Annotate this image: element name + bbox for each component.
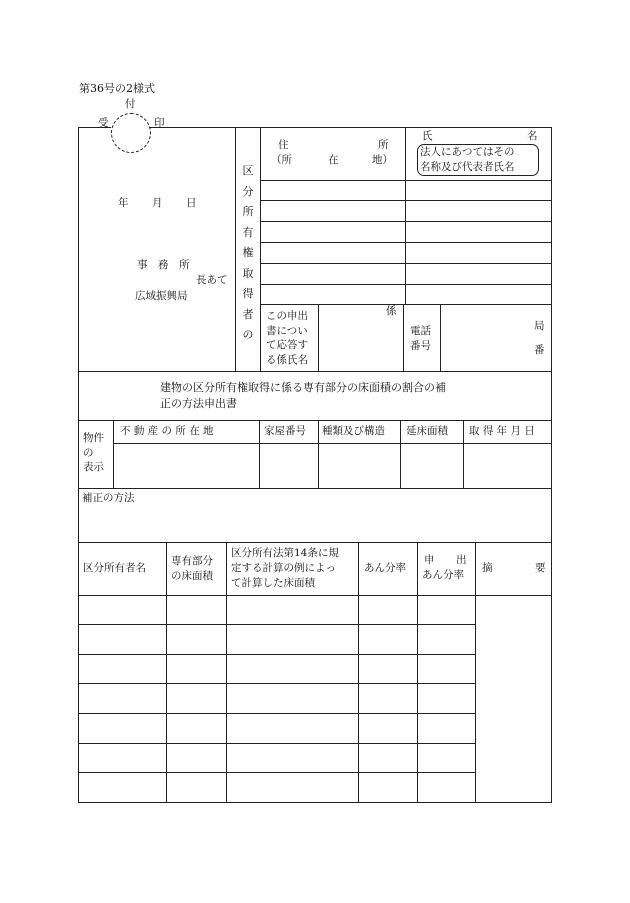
name-header-3: 名称及び代表者氏名 <box>420 161 515 173</box>
property-header-house-number: 家屋番号 <box>264 425 306 437</box>
address-header-2b: 在 <box>328 154 339 166</box>
stamp-label-left: 受 <box>98 117 109 129</box>
contact-line-4: る係氏名 <box>266 353 308 366</box>
name-header-2: 法人にあつてはその <box>420 146 515 158</box>
address-header-1b: 所 <box>378 139 389 151</box>
date-month: 月 <box>152 197 163 209</box>
header-remarks-a: 摘 <box>482 562 493 574</box>
header-calc-2: 定する計算の例によっ <box>231 562 336 574</box>
header-declared-2: あん分率 <box>422 569 464 581</box>
phone-number: 番 <box>534 344 545 356</box>
addressee-bureau: 広域振興局 <box>135 290 188 302</box>
reception-stamp-circle <box>111 113 151 153</box>
address-header-2a: （所 <box>271 154 292 166</box>
form-number: 第36号の2様式 <box>79 82 155 95</box>
header-declared-1a: 申 <box>424 554 435 566</box>
stamp-label-top: 付 <box>125 98 136 110</box>
property-header-type: 種類及び構造 <box>322 425 385 437</box>
property-header-floor-area: 延床面積 <box>406 425 448 437</box>
property-label-2: の <box>83 446 94 459</box>
contact-line-1: この申出 <box>266 310 308 322</box>
addressee-office: 事 務 所 <box>137 259 190 271</box>
property-label-1: 物件 <box>83 432 104 444</box>
phone-label-1: 電話 <box>410 325 431 337</box>
property-label-3: 表示 <box>83 461 104 473</box>
name-header-1a: 氏 <box>422 130 433 142</box>
name-header-1b: 名 <box>527 130 538 142</box>
header-declared-1b: 出 <box>456 554 467 566</box>
contact-line-3: て応答す <box>266 339 308 351</box>
owner-section-label: 区分所有権取得者の <box>242 164 254 341</box>
correction-method-label: 補正の方法 <box>82 492 135 504</box>
header-exclusive-area-1: 専有部分 <box>171 555 213 567</box>
date-year: 年 <box>118 197 129 209</box>
contact-line-2: 書につい <box>266 324 308 337</box>
date-day: 日 <box>186 197 197 209</box>
header-calc-1: 区分所有法第14条に規 <box>231 547 339 559</box>
address-header-1a: 住 <box>278 139 289 151</box>
property-label <box>83 431 104 475</box>
property-header-acquisition-date: 取 得 年 月 日 <box>469 425 535 437</box>
addressee-chief: 長あて <box>196 274 228 286</box>
header-calc-3: て計算した床面積 <box>231 577 315 589</box>
phone-bureau: 局 <box>534 320 545 332</box>
header-exclusive-area-2: の床面積 <box>171 570 213 582</box>
address-header-2c: 地） <box>372 154 393 166</box>
contact-person-label <box>266 309 308 367</box>
document-title-2: 正の方法申出書 <box>160 397 237 410</box>
document-title-1: 建物の区分所有権取得に係る専有部分の床面積の割合の補 <box>160 381 446 394</box>
stamp-label-right: 印 <box>154 117 165 129</box>
phone-label-2: 番号 <box>410 340 431 352</box>
header-ratio: あん分率 <box>364 562 406 574</box>
header-owner-name: 区分所有者名 <box>83 562 146 574</box>
property-header-location: 不 動 産 の 所 在 地 <box>120 425 214 437</box>
contact-section: 係 <box>386 305 397 317</box>
header-remarks-b: 要 <box>535 562 546 574</box>
